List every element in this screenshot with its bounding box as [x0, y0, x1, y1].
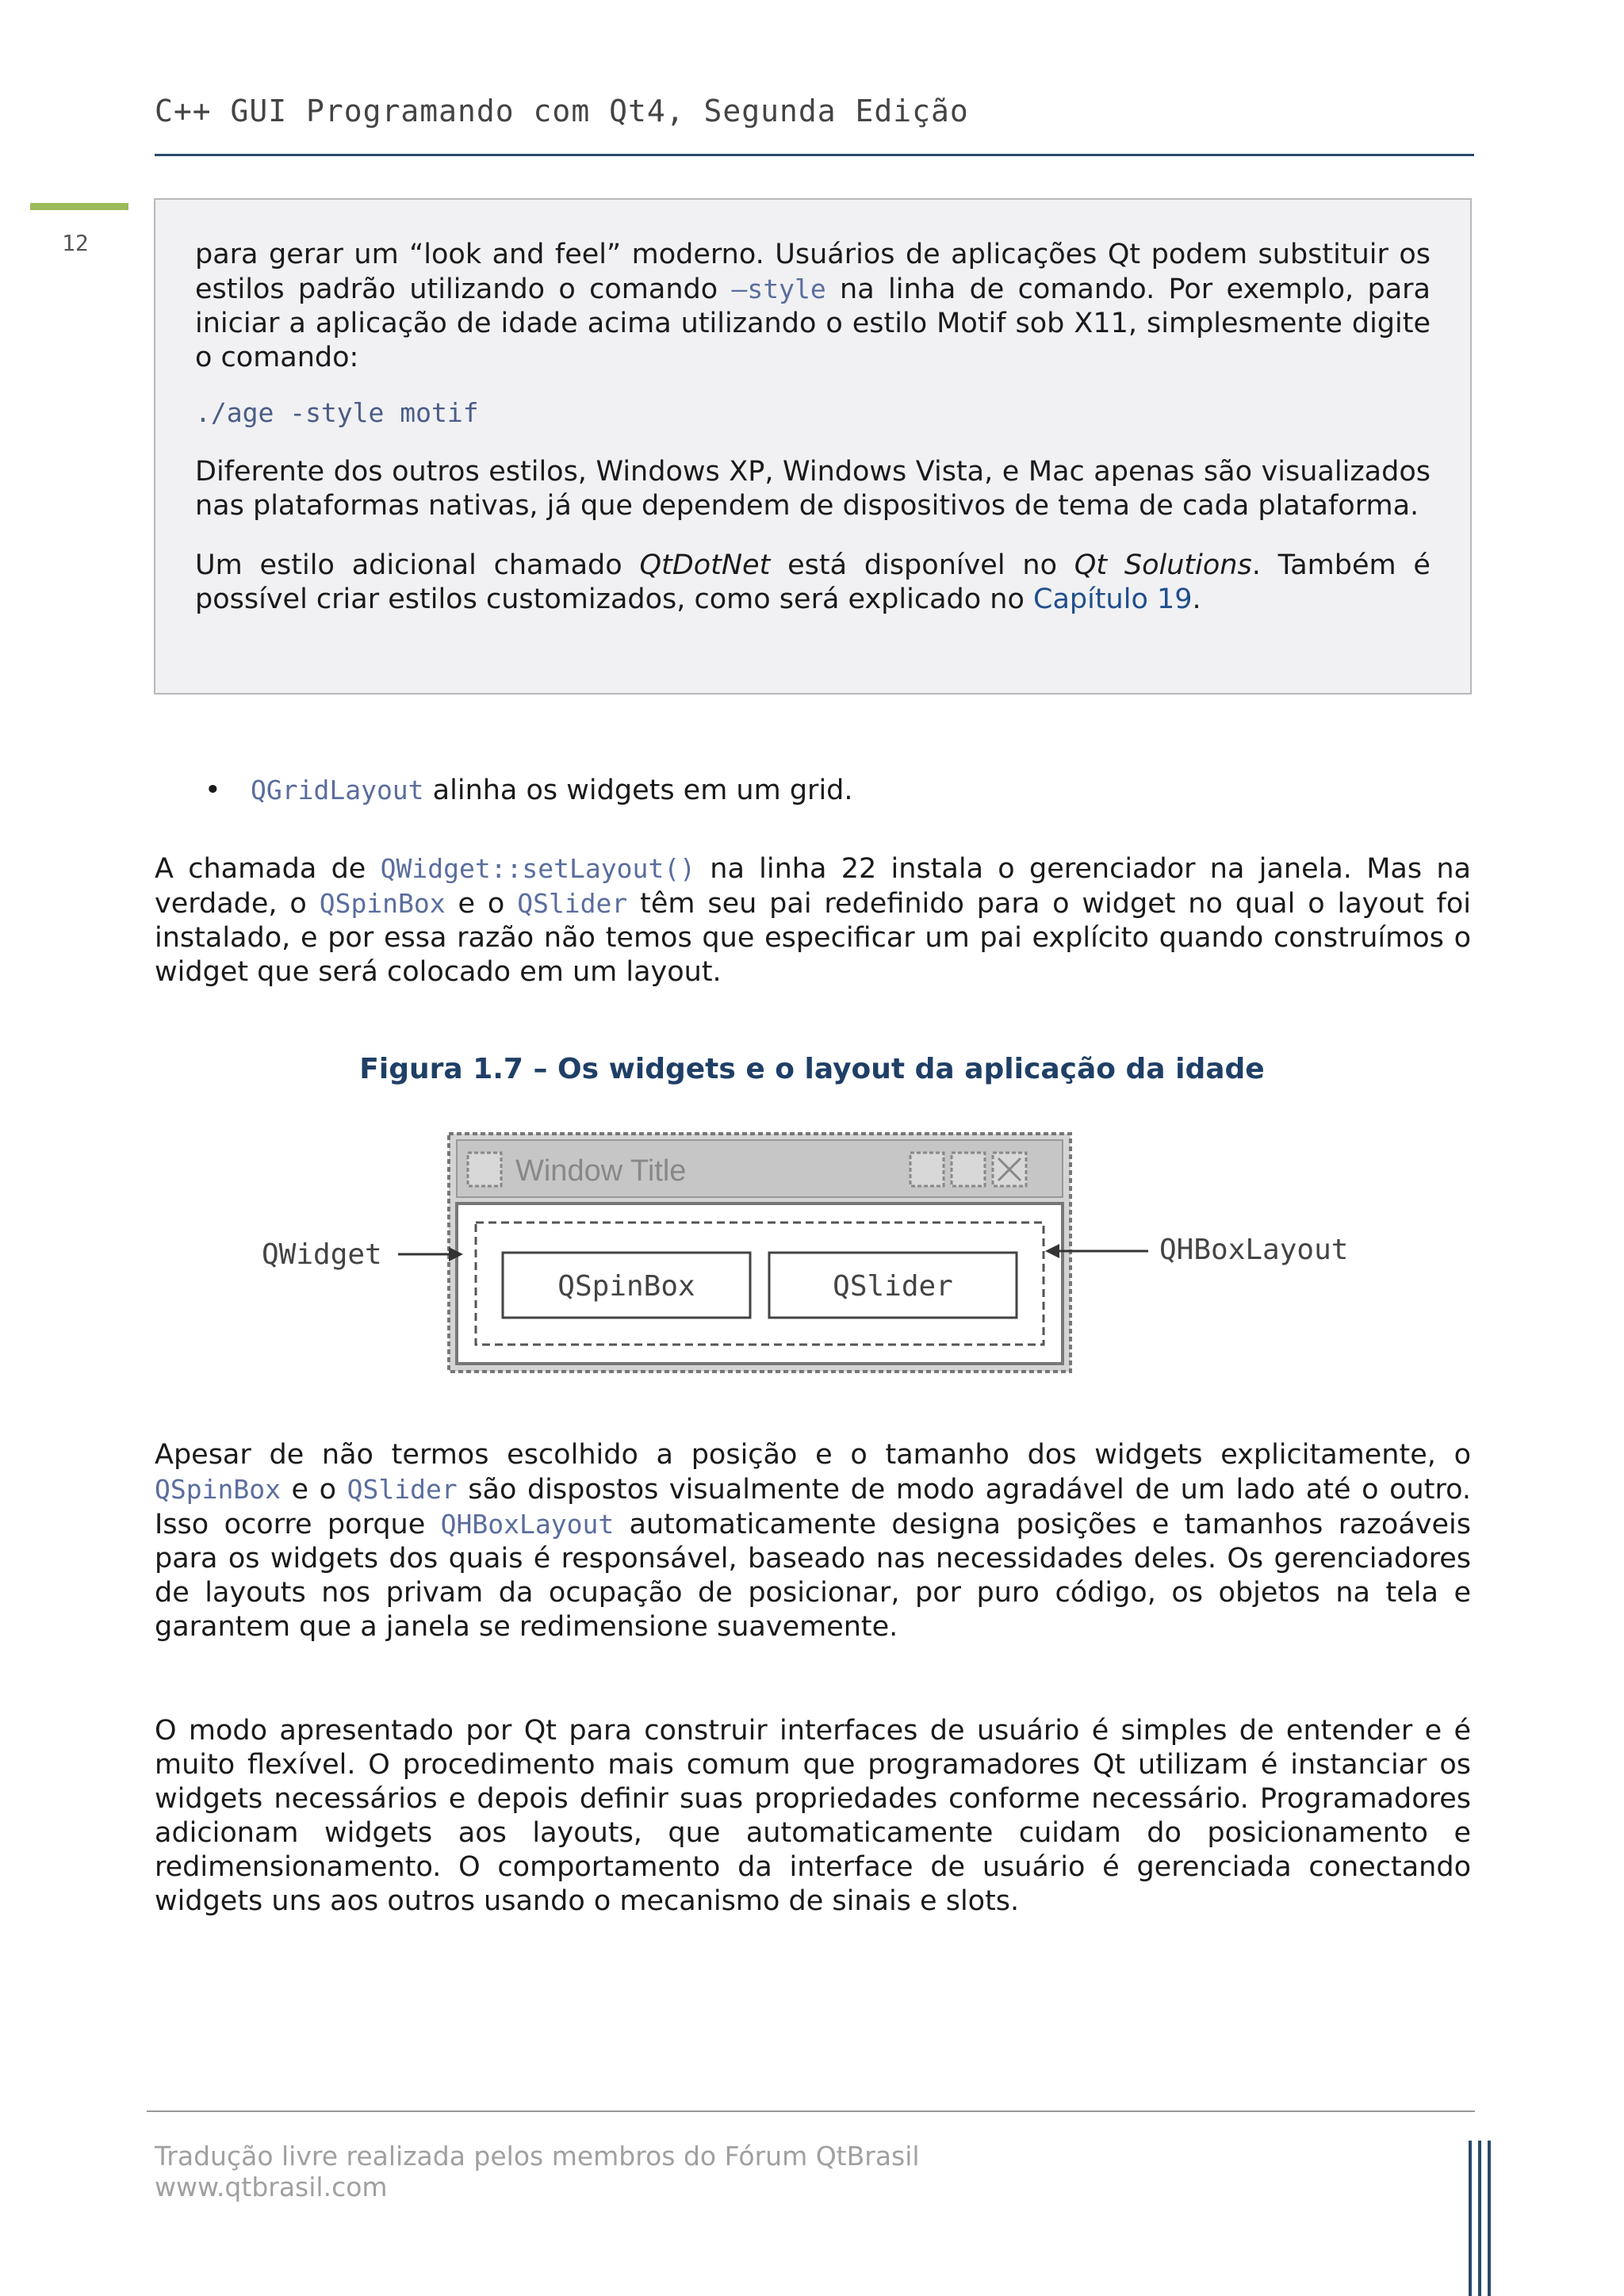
footer-bar: [1469, 2141, 1472, 2296]
inline-code: QGridLayout: [251, 775, 424, 806]
page-header-title: C++ GUI Programando com Qt4, Segunda Edição: [155, 94, 969, 128]
footer-bar: [1488, 2141, 1491, 2296]
body-text: na linha 22 instala o gerenciador na janela. Mas na verdade, o: [155, 853, 1471, 920]
qslider-label: QSlider: [833, 1270, 953, 1303]
body-paragraph-2: [155, 1438, 1471, 1644]
footer-decoration: [1469, 2141, 1492, 2296]
body-text: automaticamente designa posições e tamanhos razoáveis para os widgets dos quais é responsável, baseado nas necessidades deles. Os gerenciadores de layouts nos privam da ocupação de posicionar, por puro código, os objetos na tela e garantem que a janela se redimensione suavemente.: [155, 1509, 1471, 1643]
body-text: e o: [445, 888, 518, 920]
qwidget-label: QWidget: [262, 1238, 382, 1271]
inline-code: QSpinBox: [319, 888, 446, 919]
inline-code: –style: [731, 274, 826, 304]
note-text: está disponível no: [770, 549, 1074, 581]
note-paragraph-4: [195, 549, 1431, 617]
footer-url[interactable]: www.qtbrasil.com: [155, 2172, 388, 2202]
emphasis: Qt Solutions: [1074, 549, 1252, 581]
body-paragraph-3: O modo apresentado por Qt para construir interfaces de usuário é simples de entender e é muito flexível. O procedimento mais comum que programadores Qt utilizam é instanciar os widgets necessários e depois definir suas propriedades conforme necessário. Programadores adicionam widgets aos layouts, que automaticamente cuidam do posicionamento e redimensionamento. O comportamento da interface de usuário é gerenciada conectando widgets uns aos outros usando o mecanismo de sinais e slots.: [155, 1715, 1471, 1917]
figure-caption: Figura 1.7 – Os widgets e o layout da aplicação da idade: [359, 1053, 1265, 1085]
qhboxlayout-label: QHBoxLayout: [1159, 1234, 1349, 1266]
footer-divider: [147, 2110, 1475, 2112]
body-text: são dispostos visualmente de modo agradável de um lado até o outro. Isso ocorre porque: [155, 1474, 1471, 1540]
note-box: [154, 198, 1472, 695]
figure-widget-layout: [238, 1126, 1388, 1380]
inline-code: QSlider: [347, 1474, 458, 1505]
emphasis: QtDotNet: [639, 549, 771, 581]
note-paragraph-3: Diferente dos outros estilos, Windows XP, Windows Vista, e Mac apenas são visualizados nas plataformas nativas, já que dependem de dispositivos de tema de cada plataforma.: [195, 456, 1431, 522]
minimize-icon: [910, 1153, 944, 1186]
qspinbox-label: QSpinBox: [557, 1270, 695, 1303]
chapter-link[interactable]: Capítulo 19: [1033, 584, 1193, 615]
footer: [155, 2141, 920, 2202]
note-text: para gerar um “look and feel” moderno. Usuários de aplicações Qt podem substituir os estilos padrão utilizando o comando: [195, 239, 1431, 305]
inline-code: QSpinBox: [155, 1474, 281, 1505]
footer-bar: [1478, 2141, 1481, 2296]
body-text: A chamada de: [155, 853, 381, 885]
page-number: 12: [62, 230, 89, 256]
window-menu-icon: [468, 1153, 501, 1186]
inline-code: QHBoxLayout: [440, 1509, 615, 1540]
maximize-icon: [952, 1153, 985, 1186]
body-paragraph-1: [155, 851, 1471, 989]
body-text: têm seu pai redefinido para o widget no qual o layout foi instalado, e por essa razão não temos que especificar um pai explícito quando construímos o widget que será colocado em um layout.: [155, 888, 1471, 988]
note-text: .: [1192, 584, 1201, 615]
bullet-item: [205, 773, 853, 808]
header-divider: [155, 154, 1474, 156]
command-line: ./age -style motif: [195, 397, 479, 428]
page-number-marker: [30, 203, 128, 210]
note-text: Um estilo adicional chamado: [195, 549, 640, 581]
inline-code: QSlider: [517, 888, 628, 919]
footer-credit: Tradução livre realizada pelos membros do Fórum QtBrasil: [155, 2141, 920, 2172]
bullet-text: alinha os widgets em um grid.: [423, 775, 853, 806]
inline-code: QWidget::setLayout(): [380, 853, 695, 884]
body-text: e o: [280, 1474, 347, 1506]
note-text: na linha de comando. Por exemplo, para iniciar a aplicação de idade acima utilizando o estilo Motif sob X11, simplesmente digite o comando:: [195, 274, 1431, 373]
window-title: Window Title: [515, 1154, 687, 1188]
body-text: Apesar de não termos escolhido a posição e o tamanho dos widgets explicitamente, o: [155, 1439, 1471, 1471]
note-text: . Também é possível criar estilos customizados, como será explicado no: [195, 549, 1431, 615]
note-paragraph-1: [195, 238, 1431, 375]
bullet-icon: •: [205, 775, 221, 806]
